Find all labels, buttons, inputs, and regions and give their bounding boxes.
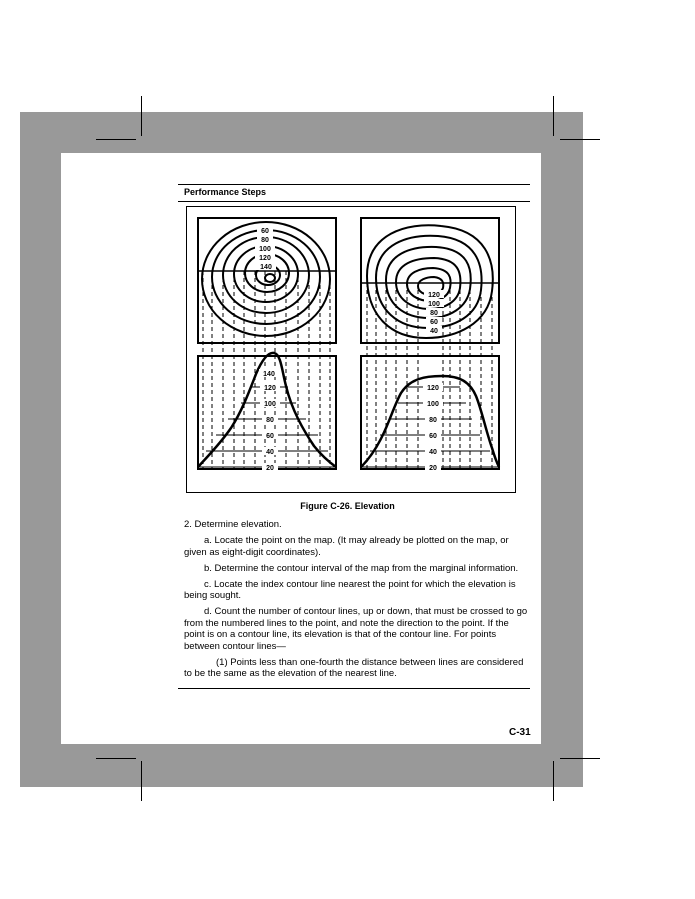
header-rule	[178, 184, 530, 185]
left-map-label: 80	[261, 237, 269, 244]
step-heading: 2. Determine elevation.	[184, 519, 282, 530]
left-profile-label: 140	[263, 371, 275, 378]
crop-mark	[141, 96, 142, 136]
right-map-label: 80	[430, 310, 438, 317]
right-map-label: 60	[430, 319, 438, 326]
right-map-label: 120	[428, 292, 440, 299]
crop-mark	[560, 139, 600, 140]
paragraph-b: b. Determine the contour interval of the map from the marginal information.	[204, 562, 519, 574]
right-map-label: 100	[428, 301, 440, 308]
section-header: Performance Steps	[184, 187, 267, 197]
paragraph-1: (1) Points less than one-fourth the distance between lines are considered to be the same as the elevation of the nearest line.	[184, 656, 524, 679]
left-profile-label: 80	[266, 417, 274, 424]
figure-caption: Figure C-26. Elevation	[300, 501, 395, 511]
profile-elevation-lines	[198, 373, 499, 467]
right-map-label: 40	[430, 328, 438, 335]
crop-mark	[553, 96, 554, 136]
crop-mark	[141, 761, 142, 801]
left-map-label: 60	[261, 228, 269, 235]
right-profile-label: 20	[429, 465, 437, 472]
left-profile-label: 100	[264, 401, 276, 408]
header-rule	[178, 201, 530, 202]
paragraph-c: c. Locate the index contour line nearest the point for which the elevation is being sought.	[184, 578, 516, 601]
crop-mark	[96, 758, 136, 759]
right-profile-label: 60	[429, 433, 437, 440]
crop-mark	[96, 139, 136, 140]
right-profile-label: 100	[427, 401, 439, 408]
body-rule	[178, 688, 530, 689]
left-map-label: 120	[259, 255, 271, 262]
crop-mark	[560, 758, 600, 759]
right-profile-label: 40	[429, 449, 437, 456]
left-map-label: 140	[260, 264, 272, 271]
left-profile-label: 60	[266, 433, 274, 440]
body-text	[184, 519, 530, 684]
left-profile-label: 120	[264, 385, 276, 392]
right-profile-label: 120	[427, 385, 439, 392]
left-map-label: 100	[259, 246, 271, 253]
crop-mark	[553, 761, 554, 801]
right-profile-label: 80	[429, 417, 437, 424]
paragraph-a: a. Locate the point on the map. (It may already be plotted on the map, or given as eight-digit coordinates).	[184, 535, 509, 558]
left-profile-label: 20	[266, 465, 274, 472]
elevation-figure	[186, 206, 516, 493]
paragraph-d: d. Count the number of contour lines, up or down, that must be crossed to go from the numbered lines to the point, and note the direction to the point. If the point is on a contour line, its elevation is that of the contour line. For points between contour lines—	[184, 606, 528, 652]
left-profile-label: 40	[266, 449, 274, 456]
page-number: C-31	[509, 727, 531, 738]
